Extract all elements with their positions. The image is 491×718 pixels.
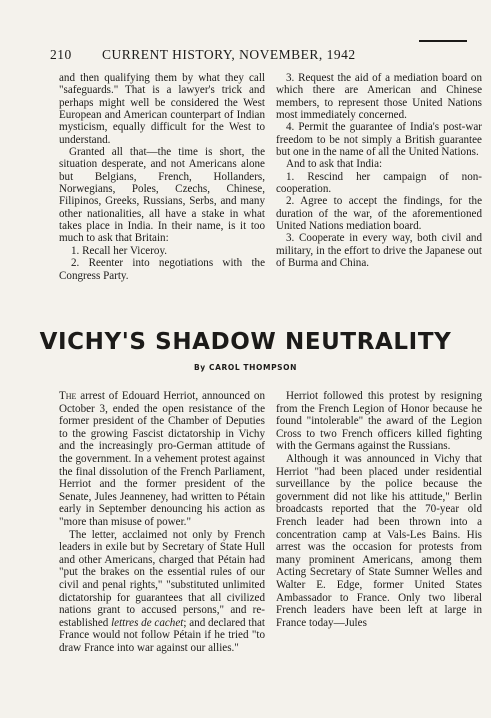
list-item: 3. Cooperate in every way, both civil and military, in the effort to drive the Japanese out of Burma and China. — [276, 232, 482, 270]
list-item: 3. Request the aid of a mediation board on which there are American and Chinese members, to represent those United Nations most immediately concerned. — [276, 72, 482, 122]
header-rule — [419, 40, 467, 42]
lead-paragraph — [59, 390, 265, 529]
paragraph: Herriot followed this protest by resigning from the French Legion of Honor because he found "intolerable" the award of the Legion Cross to two French officers killed fighting with the Germans against the Russians. — [276, 390, 482, 453]
running-title: CURRENT HISTORY, NOVEMBER, 1942 — [102, 47, 356, 62]
top-right-column — [276, 72, 482, 270]
paragraph: Granted all that—the time is short, the situation desperate, and not Americans alone but Belgians, French, Hollanders, Norwegians, Poles, Czechs, Chinese, Filipinos, Greeks, Russians, Serbs, and many other nationalities, all have a stake in what takes place in India. In their name, is it too much to ask that Britain: — [59, 146, 265, 245]
list-item: 4. Permit the guarantee of India's post-war freedom to be not simply a British guarantee but one in the name of all the United Nations. — [276, 121, 482, 159]
italic-phrase: lettres de cachet — [111, 616, 184, 629]
lead-word: The — [59, 390, 77, 402]
running-head — [50, 47, 450, 67]
list-item: 1. Rescind her campaign of non-cooperation. — [276, 170, 482, 196]
paragraph: And to ask that India: — [286, 158, 383, 171]
list-item: 1. Recall her Viceroy. — [71, 244, 168, 257]
article-title: VICHY'S SHADOW NEUTRALITY — [39, 329, 452, 355]
list-item: 2. Agree to accept the findings, for the duration of the war, of the aforementioned United Nations mediation board. — [276, 195, 482, 233]
top-left-column — [59, 72, 265, 282]
list-item: 2. Reenter into negotiations with the Congress Party. — [59, 257, 265, 282]
article-left-column — [59, 390, 265, 654]
paragraph — [59, 529, 265, 655]
byline: By CAROL THOMPSON — [193, 363, 298, 372]
page-number: 210 — [50, 47, 72, 62]
article-right-column — [276, 390, 482, 629]
lead-text: arrest of Edouard Herriot, announced on October 3, ended the open resistance of the former president of the Chamber of Deputies to the growing Fascist dictatorship in Vichy and the increasingly pro-German attitude of the government. In a vehement protest against the final dissolution of the French Parliament, Herriot and the former president of the Senate, Jules Jeanneney, had written to Pétain early in September denouncing his action as "more than misuse of power." — [59, 390, 265, 528]
paragraph: and then qualifying them by what they call "safeguards." That is a lawyer's trick and perhaps might well be considered the West European and American counterpart of Indian mysticism, equally difficult for the West to understand. — [59, 72, 265, 146]
paragraph: Although it was announced in Vichy that Herriot "had been placed under residential surveillance by the police because the government did not like his attitude," Berlin broadcasts reported that the 70-year old French leader had been thrown into a concentration camp at Vals-Les Bains. His arrest was the occasion for protests from many prominent Americans, among them Acting Secretary of State Sumner Welles and Walter E. Edge, former United States Ambassador to France. Only two liberal French leaders have been left at large in France today—Jules — [276, 452, 482, 629]
paragraph-text: The letter, acclaimed not only by French leaders in exile but by Secretary of State Hull and other Americans, charged that Pétain had "put the brakes on the essential rules of our civil and penal rights," "substituted unlimited dictatorship for guarantees that all civilized nations grant to accused persons," and re-established — [59, 528, 265, 629]
paragraph-text: ; and declared that France would not follow Pétain if he tried "to draw France into war against our allies." — [59, 616, 265, 654]
